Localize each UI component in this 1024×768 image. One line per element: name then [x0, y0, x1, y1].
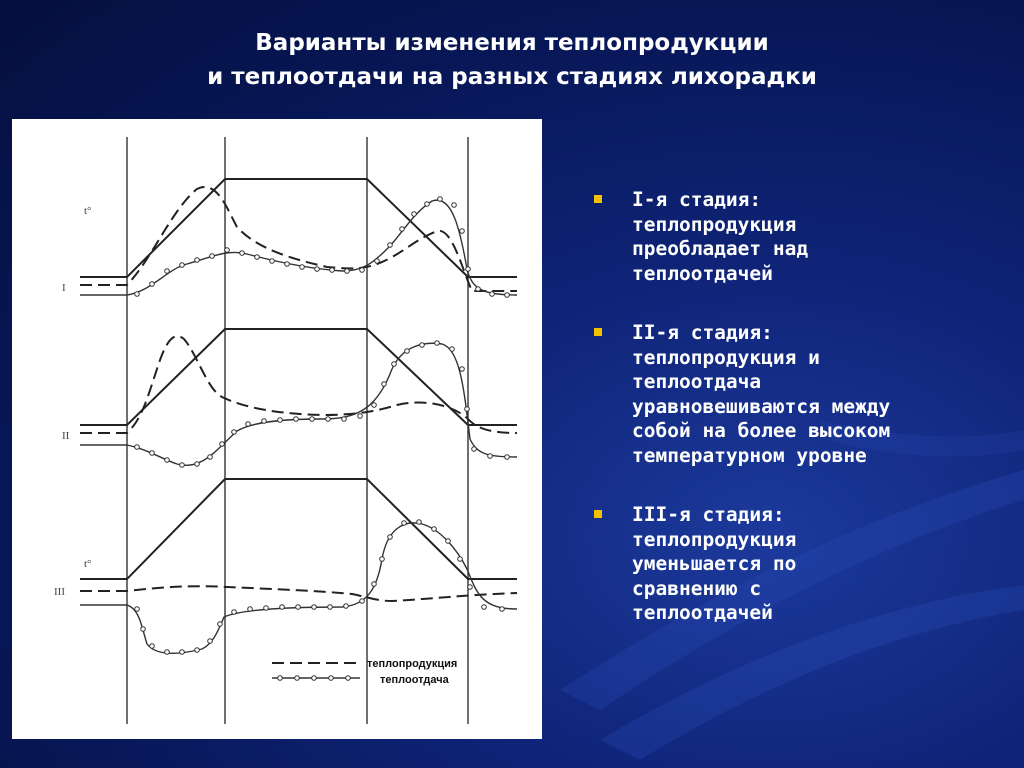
stage-3-text: III-я стадия: теплопродукция уменьшается по сравнению с теплоотдачей: [632, 503, 797, 624]
bullet-square-icon: [594, 328, 602, 336]
stage-2-bullet: [594, 321, 1014, 468]
panel-3-t-label: t°: [84, 558, 92, 570]
stage-1-bullet: [594, 188, 1014, 286]
slide-title: [0, 26, 1024, 94]
panel-1-heat-production-curve: [80, 187, 517, 291]
panel-1-heat-loss-curve: [80, 200, 517, 295]
diagram-legend: [272, 658, 457, 686]
stage-1-text: I-я стадия: теплопродукция преобладает над теплоотдачей: [632, 188, 809, 285]
panel-3-temperature-curve: [80, 479, 517, 579]
panel-3: [54, 479, 517, 654]
fever-stages-diagram: [12, 119, 542, 739]
stage-3-bullet: [594, 503, 1014, 626]
panel-2: [62, 329, 517, 467]
panel-1-t-label: t°: [84, 205, 92, 217]
panel-3-roman: III: [54, 586, 65, 598]
panel-2-temperature-curve: [80, 329, 517, 425]
stage-description-list: [594, 188, 1014, 661]
slide-title-line-1: Варианты изменения теплопродукции: [255, 30, 769, 56]
bullet-square-icon: [594, 510, 602, 518]
bullet-square-icon: [594, 195, 602, 203]
legend-heat-loss-label: теплоотдача: [380, 674, 449, 686]
panel-1: [62, 179, 517, 297]
legend-heat-production-label: теплопродукция: [367, 658, 458, 670]
slide-title-line-2: и теплоотдачи на разных стадиях лихорадки: [207, 64, 817, 90]
panel-3-heat-production-curve: [80, 586, 517, 601]
panel-1-roman: I: [62, 282, 66, 294]
diagram-svg: [12, 119, 542, 739]
panel-2-roman: II: [62, 430, 70, 442]
panel-2-heat-loss-markers: [135, 341, 510, 468]
stage-2-text: II-я стадия: теплопродукция и теплоотдача уравновешиваются между собой на более высоком температурном уровне: [632, 321, 891, 467]
